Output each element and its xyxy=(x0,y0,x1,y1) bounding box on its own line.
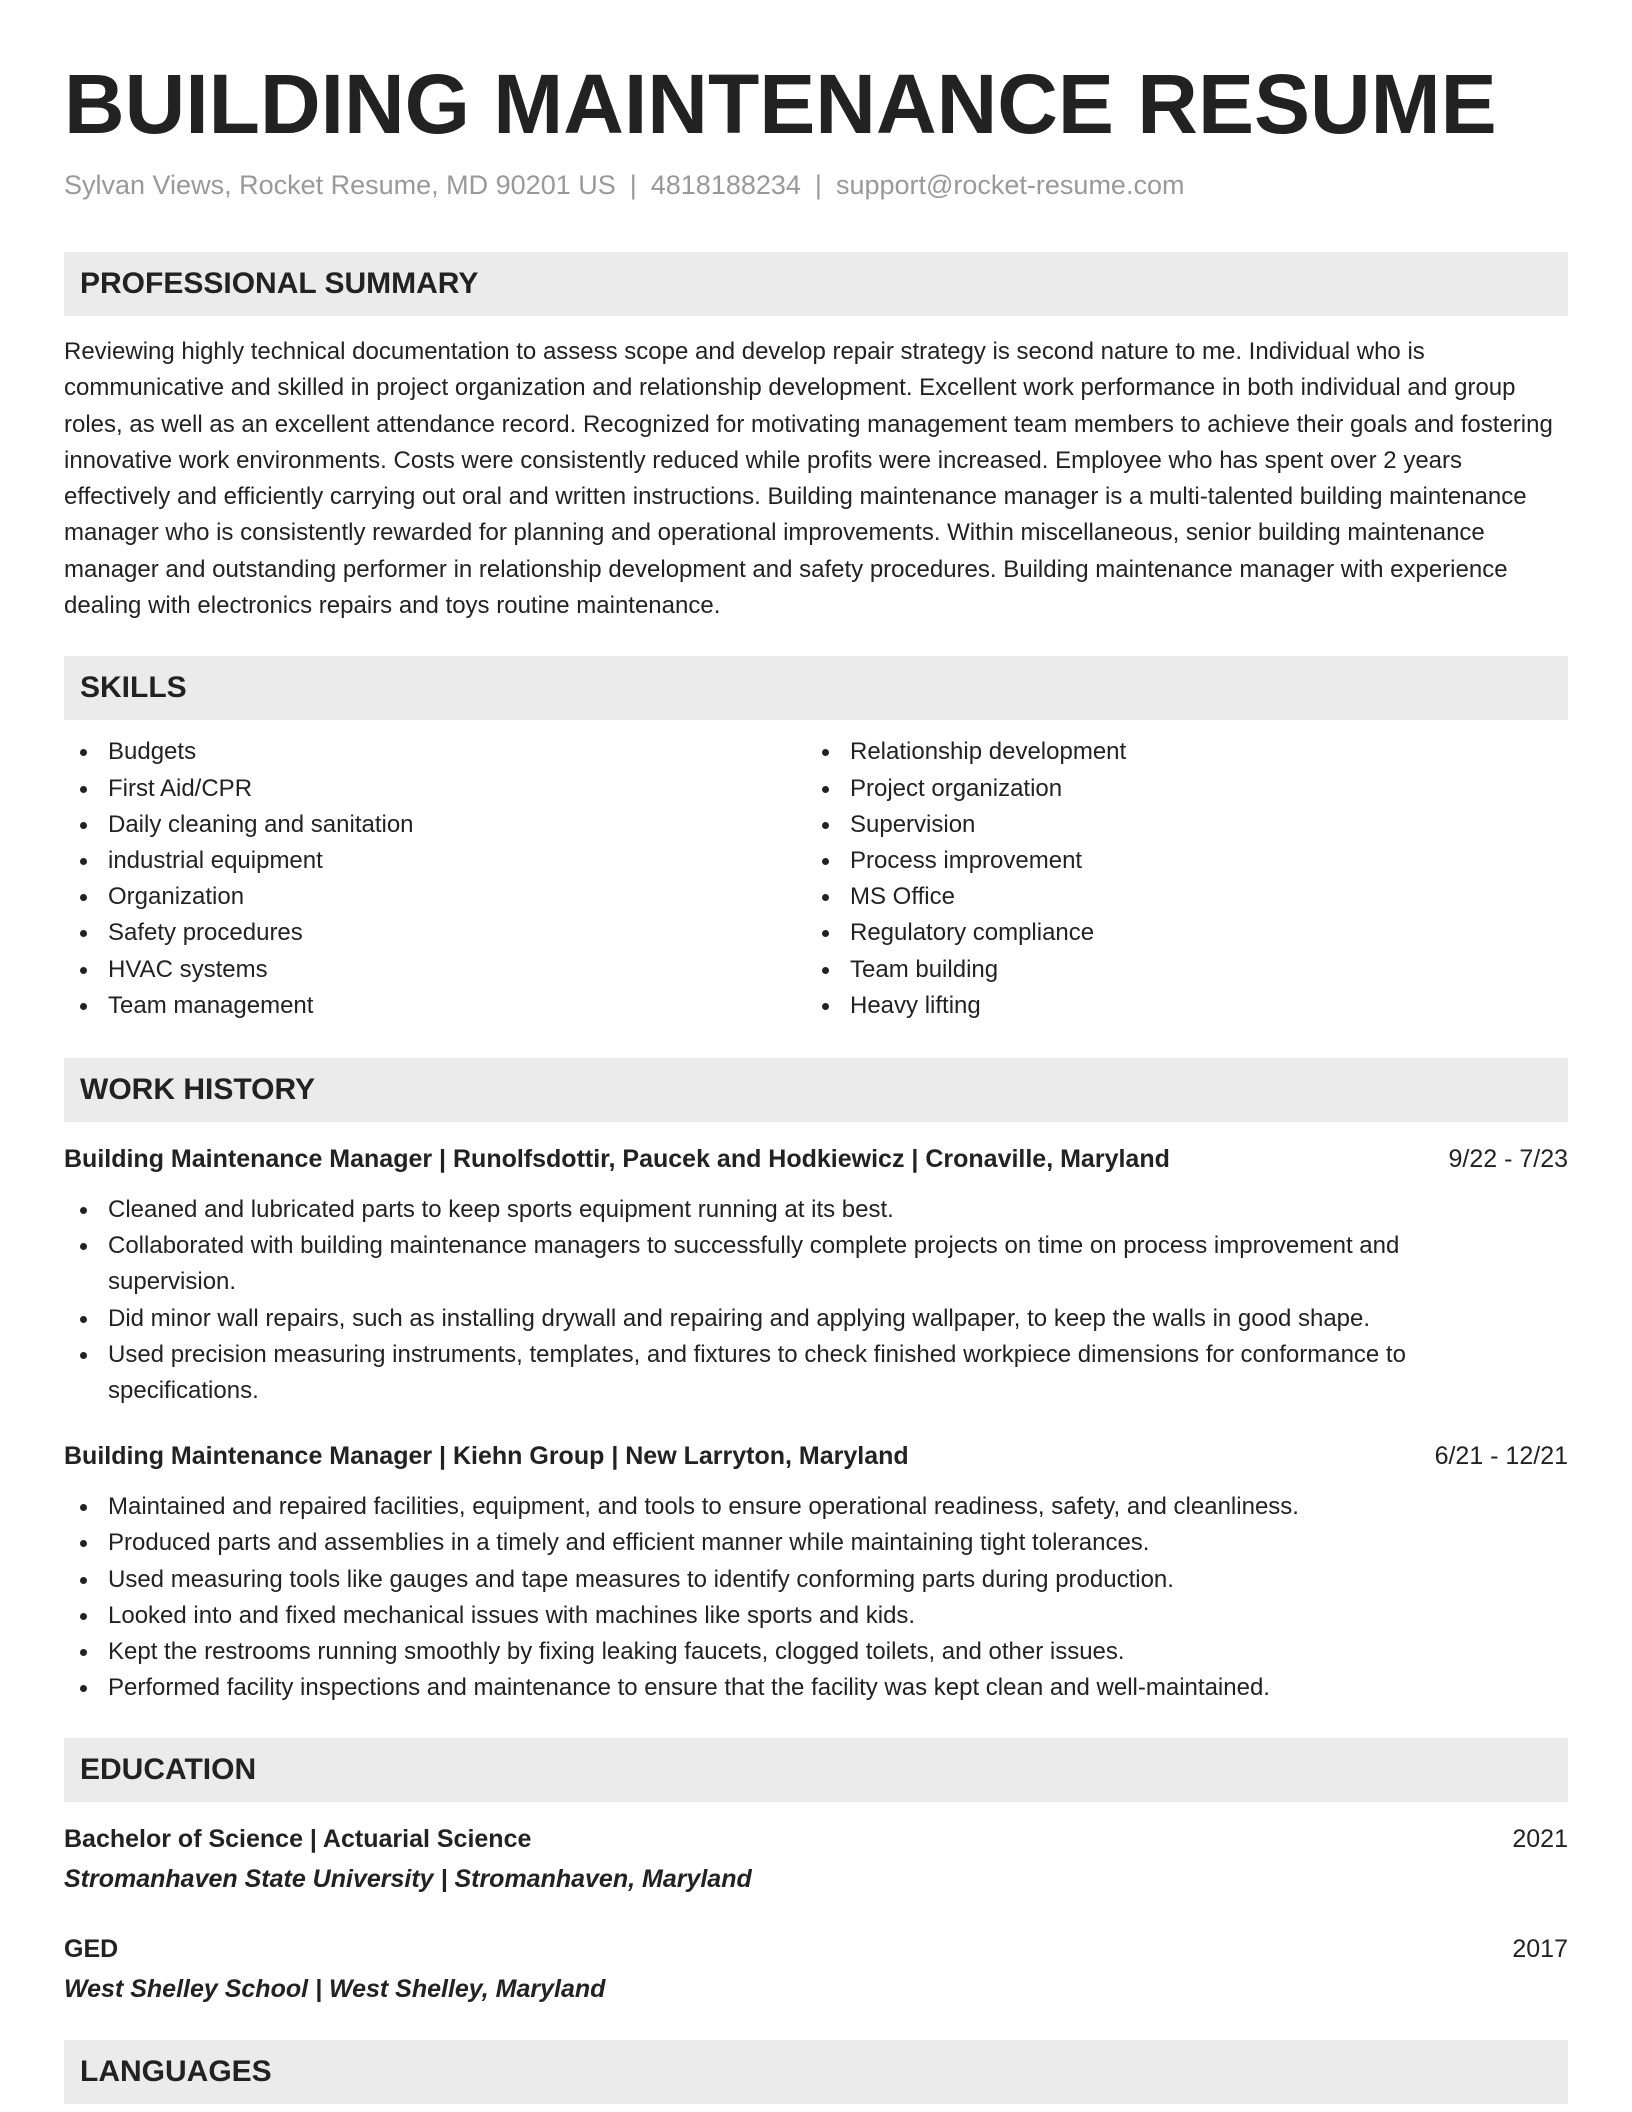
skill-item: Team building xyxy=(806,952,1548,988)
job-bullet: Performed facility inspections and maintenance to ensure that the facility was kept clean and well-maintained. xyxy=(64,1670,1568,1706)
job-bullet: Collaborated with building maintenance managers to successfully complete projects on time on process improvement and supervision. xyxy=(64,1228,1568,1300)
education-degree: Bachelor of Science | Actuarial Science xyxy=(64,1825,532,1854)
job-header xyxy=(64,1142,1568,1176)
job-bullet: Maintained and repaired facilities, equipment, and tools to ensure operational readiness, safety, and cleanliness. xyxy=(64,1489,1568,1525)
education-header xyxy=(64,1822,1568,1856)
skill-item: Relationship development xyxy=(806,734,1548,770)
education-date: 2021 xyxy=(1512,1825,1568,1854)
skill-item: MS Office xyxy=(806,879,1548,915)
section-header-summary: PROFESSIONAL SUMMARY xyxy=(64,252,1568,316)
education-entry xyxy=(64,1932,1568,2006)
skill-item: Regulatory compliance xyxy=(806,915,1548,951)
job-date: 9/22 - 7/23 xyxy=(1448,1145,1568,1173)
contact-email: support@rocket-resume.com xyxy=(835,170,1185,200)
skills-column-left xyxy=(64,734,806,1024)
job-date: 6/21 - 12/21 xyxy=(1434,1442,1568,1471)
job-bullets xyxy=(64,1489,1568,1706)
job-bullet: Produced parts and assemblies in a timely and efficient manner while maintaining tight tolerances. xyxy=(64,1525,1568,1561)
education-school: West Shelley School | West Shelley, Maryland xyxy=(64,1975,606,2004)
contact-separator: | xyxy=(629,170,637,200)
job-entry xyxy=(64,1439,1568,1706)
job-header xyxy=(64,1439,1568,1473)
skill-item: industrial equipment xyxy=(64,843,806,879)
section-header-work-history: WORK HISTORY xyxy=(64,1058,1568,1122)
contact-address: Sylvan Views, Rocket Resume, MD 90201 US xyxy=(64,170,616,200)
section-header-skills: SKILLS xyxy=(64,656,1568,720)
skill-item: Project organization xyxy=(806,771,1548,807)
job-title: Building Maintenance Manager | Runolfsdottir, Paucek and Hodkiewicz | Cronaville, Maryland xyxy=(64,1145,1170,1173)
summary-text: Reviewing highly technical documentation to assess scope and develop repair strategy is second nature to me. Individual who is communicative and skilled in project organization and relationship development. Excellent work performance in both individual and group roles, as well as an excellent attendance record. Recognized for motivating management team members to achieve their goals and fostering innovative work environments. Costs were consistently reduced while profits were increased. Employee who has spent over 2 years effectively and efficiently carrying out oral and written instructions. Building maintenance manager is a multi-talented building maintenance manager who is consistently rewarded for planning and operational improvements. Within miscellaneous, senior building maintenance manager and outstanding performer in relationship development and safety procedures. Building maintenance manager with experience dealing with electronics repairs and toys routine maintenance. xyxy=(64,338,1553,620)
skill-item: Process improvement xyxy=(806,843,1548,879)
education-school: Stromanhaven State University | Stromanhaven, Maryland xyxy=(64,1865,752,1894)
contact-separator: | xyxy=(814,170,822,200)
education-date: 2017 xyxy=(1512,1935,1568,1964)
section-header-education: EDUCATION xyxy=(64,1738,1568,1802)
skills-column-right xyxy=(806,734,1548,1024)
education-degree: GED xyxy=(64,1935,119,1964)
skill-item: Team management xyxy=(64,988,806,1024)
skill-item: Safety procedures xyxy=(64,915,806,951)
skill-item: Organization xyxy=(64,879,806,915)
contact-line xyxy=(64,168,1568,202)
job-bullet: Cleaned and lubricated parts to keep sports equipment running at its best. xyxy=(64,1192,1568,1228)
education-header xyxy=(64,1932,1568,1966)
job-entry xyxy=(64,1142,1568,1409)
job-bullet: Used measuring tools like gauges and tape measures to identify conforming parts during production. xyxy=(64,1562,1568,1598)
skills-grid xyxy=(64,734,1568,1024)
skill-item: First Aid/CPR xyxy=(64,771,806,807)
skill-item: Budgets xyxy=(64,734,806,770)
job-bullets xyxy=(64,1192,1568,1409)
skill-item: HVAC systems xyxy=(64,952,806,988)
section-header-languages: LANGUAGES xyxy=(64,2040,1568,2104)
job-bullet: Looked into and fixed mechanical issues with machines like sports and kids. xyxy=(64,1598,1568,1634)
resume-title: BUILDING MAINTENANCE RESUME xyxy=(64,57,1497,151)
job-title: Building Maintenance Manager | Kiehn Group | New Larryton, Maryland xyxy=(64,1442,909,1471)
skill-item: Heavy lifting xyxy=(806,988,1548,1024)
skill-item: Supervision xyxy=(806,807,1548,843)
contact-phone: 4818188234 xyxy=(650,170,801,200)
skill-item: Daily cleaning and sanitation xyxy=(64,807,806,843)
job-bullet: Did minor wall repairs, such as installing drywall and repairing and applying wallpaper, to keep the walls in good shape. xyxy=(64,1301,1568,1337)
job-bullet: Kept the restrooms running smoothly by fixing leaking faucets, clogged toilets, and other issues. xyxy=(64,1634,1568,1670)
education-entry xyxy=(64,1822,1568,1896)
job-bullet: Used precision measuring instruments, templates, and fixtures to check finished workpiece dimensions for conformance to specifications. xyxy=(64,1337,1568,1409)
